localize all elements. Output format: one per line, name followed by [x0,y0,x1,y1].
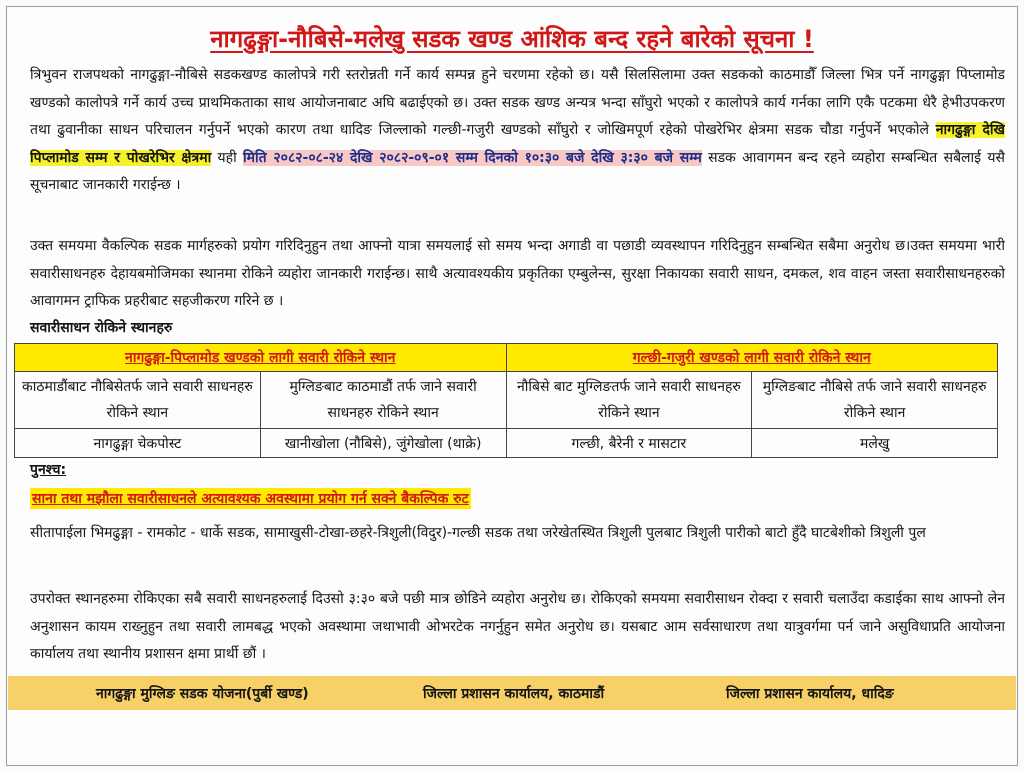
table-header-row [15,344,998,372]
intro-text-c: सडक आवागमन बन्द रहने व्यहोरा सम्बन्धित सबैलाई यसै सूचनाबाट जानकारी गराईन्छ । [30,149,1005,193]
closure-date-highlight: मिति २०८२-०८-२४ देखि २०८२-०९-०१ सम्म दिनको १०:३० बजे देखि ३:३० बजे सम्म [243,149,702,166]
table-row [15,429,998,458]
stop-location-cell: मलेखु [752,429,998,458]
closing-paragraph: उपरोक्त स्थानहरुमा रोकिएका सबै सवारी साधनहरुलाई दिउसो ३:३० बजे पछी मात्र छोडिने व्यहोरा अनुरोध छ। रोकिएको समयमा सवारीसाधन रोक्दा र सवारी चलाउँदा कडाईका साथ आफ्नो लेन अनुशासन कायम राख्नुहुन तथा सवारी लामबद्ध भएको अवस्थामा जथाभावी ओभरटेक नगर्नुहुन समेत अनुरोध छ। यसबाट आम सर्वसाधारण तथा यात्रुवर्गमा पर्न जाने असुविधाप्रति आयोजना कार्यालय तथा स्थानीय प्रशासन क्षमा प्रार्थी छौं । [30,591,1005,662]
intro-paragraph [30,62,1005,232]
footer-org-kathmandu: जिल्ला प्रशासन कार्यालय, काठमाडौं [423,686,605,702]
intro-text-a: त्रिभुवन राजपथको नागढुङ्गा-नौबिसे सडकखण्ड कालोपत्रे गरी स्तरोन्नती गर्ने कार्य सम्पन्न हुने चरणमा रहेको छ। यसै सिलसिलामा उक्त सडकको काठमाडौँ जिल्ला भित्र पर्ने नागढुङ्गा पिप्लामोड खण्डको कालोपत्रे गर्ने कार्य उच्च प्राथमिकताका साथ आयोजनाबाट अघि बढाईएको छ। उक्त सडक खण्ड अन्यत्र भन्दा साँघुरो भएको र कालोपत्रे कार्य गर्नका लागि एकै पटकमा धेरै हेभीउपकरण तथा ढुवानीका साधन परिचालन गर्नुपर्ने भएको कारण तथा धादिङ जिल्लाको गल्छी-गजुरी खण्डको साँघुरो र जोखिमपूर्ण रहेको पोखरेभिर क्षेत्रमा सडक चौडा गर्नुपर्ने भएकोले [30,67,1005,138]
request-paragraph: उक्त समयमा वैकल्पिक सडक मार्गहरुको प्रयोग गरिदिनुहुन तथा आफ्नो यात्रा समयलाई सो समय भन्दा अगाडी वा पछाडी व्यवस्थापन गरिदिनुहुन सम्बन्धित सबैमा अनुरोध छ।उक्त समयमा भारी सवारीसाधनहरु देहायबमोजिमका स्थानमा रोकिने व्यहोरा जानकारी गराईन्छ। साथै अत्यावश्यकीय प्रकृतिका एम्बुलेन्स, सुरक्षा निकायका सवारी साधन, दमकल, शव वाहन जस्ता सवारीसाधनहरुको आवागमन ट्राफिक प्रहरीबाट सहजीकरण गरिने छ । [30,238,1005,309]
stop-location-cell: खानीखोला (नौबिसे), जुंगेखोला (थाक्रे) [260,429,506,458]
footer-org-road-project: नागढुङ्गा मुग्लिङ सडक योजना(पुर्बी खण्ड) [96,686,309,702]
stop-location-cell: गल्छी, बैरेनी र मासटार [506,429,752,458]
footer-band [8,676,1016,710]
subheader-cell: मुग्लिङबाट नौबिसे तर्फ जाने सवारी साधनहरु रोकिने स्थान [752,372,998,429]
notice-title [0,22,1024,55]
closure-location-highlight: नागढुङ्गा देखि पिप्लामोड सम्म र पोखरेभिर क्षेत्रमा [30,122,1005,166]
alternative-route-text: सीतापाईला भिमढुङ्गा - रामकोट - धार्के सडक, सामाखुसी-टोखा-छहरे-त्रिशुली(विदुर)-गल्छी सडक तथा जरेखेतस्थित त्रिशुली पुलबाट त्रिशुली पारीको बाटो हुँदै घाटबेशीको त्रिशुली पुल [30,525,926,541]
intro-text-b: यही [211,149,244,166]
header-galchhi-gajuri: गल्छी-गजुरी खण्डको लागी सवारी रोकिने स्थान [506,344,998,372]
footer-org-dhading: जिल्ला प्रशासन कार्यालय, धादिङ [726,686,894,702]
header-nagdhunga-piplamod: नागढुङ्गा-पिप्लामोड खण्डको लागी सवारी रोकिने स्थान [15,344,507,372]
stops-label: सवारीसाधन रोकिने स्थानहरु [30,320,173,336]
alternative-route-title: साना तथा मझौला सवारीसाधनले अत्यावश्यक अवस्थामा प्रयोग गर्न सक्ने बैकल्पिक रुट [30,488,471,509]
stops-table [14,343,998,458]
subheader-cell: मुग्लिङबाट काठमाडौं तर्फ जाने सवारी साधनहरु रोकिने स्थान [260,372,506,429]
postscript-label: पुनश्च: [30,462,67,478]
table-subheader-row [15,372,998,429]
subheader-cell: नौबिसे बाट मुग्लिङतर्फ जाने सवारी साधनहरु रोकिने स्थान [506,372,752,429]
stop-location-cell: नागढुङ्गा चेकपोस्ट [15,429,261,458]
notice-title-text: नागढुङ्गा-नौबिसे-मलेखु सडक खण्ड आंशिक बन्द रहने बारेको सूचना ! [210,25,814,53]
subheader-cell: काठमाडौंबाट नौबिसेतर्फ जाने सवारी साधनहरु रोकिने स्थान [15,372,261,429]
